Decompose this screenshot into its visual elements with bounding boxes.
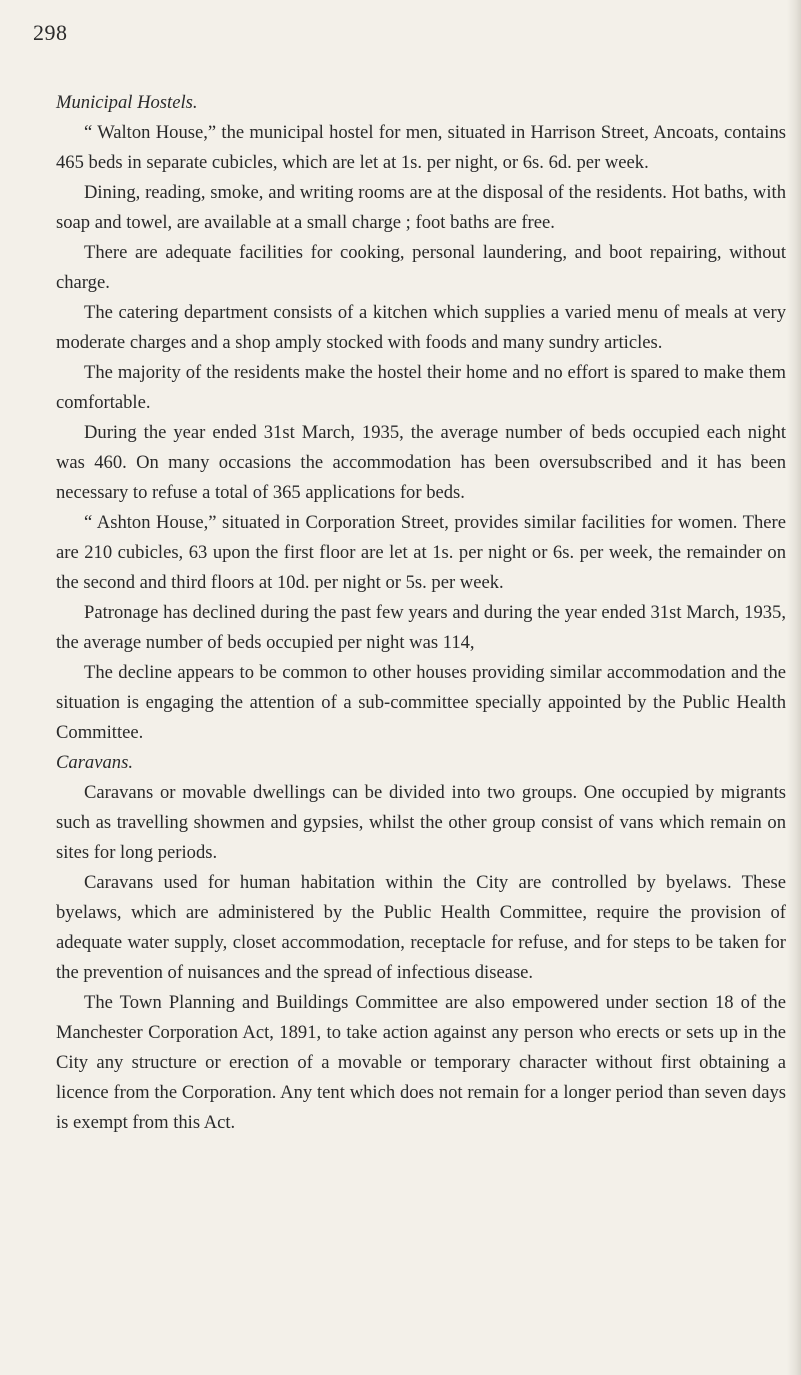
paragraph-patronage: Patronage has declined during the past few years and during the year ended 31st March, 1935, the average number of beds occupied per night was 114,: [56, 602, 786, 653]
paragraph-town-planning: The Town Planning and Buildings Committee are also empowered under section 18 of the Manchester Corporation Act, 1891, to take action against any person who erects or sets up in the City any structure or erection of a movable or temporary character without first obtaining a licence from the Corporation. Any tent which does not remain for a longer period than seven days is exempt from this Act.: [56, 992, 786, 1133]
paragraph-caravan-byelaws: Caravans used for human habitation within the City are controlled by byelaws. These byelaws, which are administered by the Public Health Committee, require the provision of adequate water supply, closet accommodation, receptacle for refuse, and for steps to be taken for the prevention of nuisances and the spread of infectious disease.: [56, 872, 786, 983]
page-number: 298: [33, 20, 68, 45]
page-edge-shadow: [787, 0, 801, 1375]
page-body: [56, 88, 786, 1138]
paragraph-residents-comfort: The majority of the residents make the hostel their home and no effort is spared to make them comfortable.: [56, 362, 786, 413]
section-heading-caravans: Caravans.: [56, 752, 133, 773]
section-heading-hostels: Municipal Hostels.: [56, 92, 198, 113]
paragraph-rooms-and-baths: Dining, reading, smoke, and writing rooms are at the disposal of the residents. Hot baths, with soap and towel, are available at a small charge ; foot baths are free.: [56, 182, 786, 233]
paragraph-facilities: There are adequate facilities for cooking, personal laundering, and boot repairing, without charge.: [56, 242, 786, 293]
paragraph-walton-house: “ Walton House,” the municipal hostel for men, situated in Harrison Street, Ancoats, contains 465 beds in separate cubicles, which are let at 1s. per night, or 6s. 6d. per week.: [56, 122, 786, 173]
paragraph-walton-occupancy: During the year ended 31st March, 1935, the average number of beds occupied each night was 460. On many occasions the accommodation has been oversubscribed and it has been necessary to refuse a total of 365 applications for beds.: [56, 422, 786, 503]
paragraph-ashton-house: “ Ashton House,” situated in Corporation Street, provides similar facilities for women. There are 210 cubicles, 63 upon the first floor are let at 1s. per night or 6s. per week, the remainder on the second and third floors at 10d. per night or 5s. per week.: [56, 512, 786, 593]
paragraph-catering: The catering department consists of a kitchen which supplies a varied menu of meals at very moderate charges and a shop amply stocked with foods and many sundry articles.: [56, 302, 786, 353]
paragraph-decline: The decline appears to be common to other houses providing similar accommodation and the situation is engaging the attention of a sub-committee specially appointed by the Public Health Committee.: [56, 662, 786, 743]
paragraph-caravan-groups: Caravans or movable dwellings can be divided into two groups. One occupied by migrants such as travelling showmen and gypsies, whilst the other group consist of vans which remain on sites for long periods.: [56, 782, 786, 863]
